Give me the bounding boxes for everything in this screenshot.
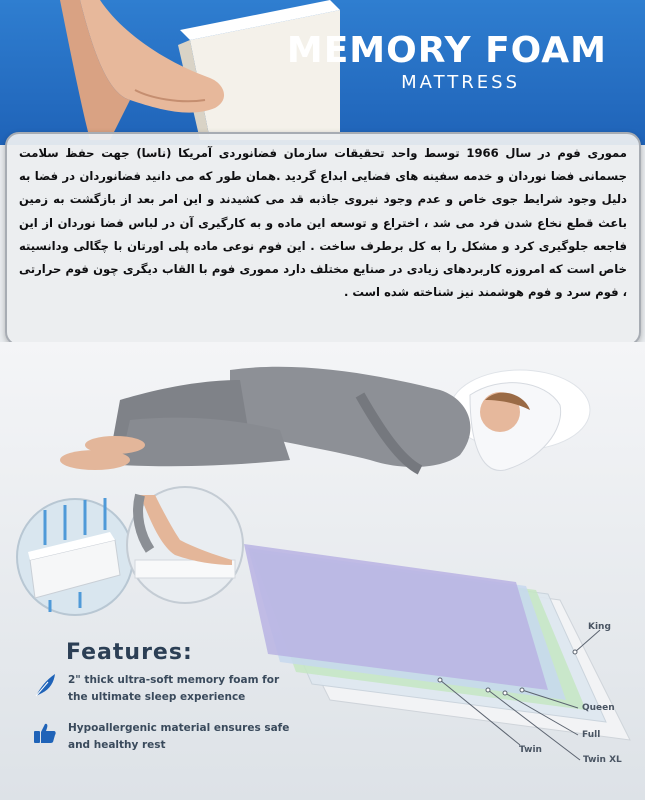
airflow-foam-closeup bbox=[17, 498, 133, 615]
brand-subtitle: MATTRESS bbox=[401, 72, 520, 93]
header-banner bbox=[0, 0, 645, 145]
thumbs-up-icon bbox=[32, 720, 58, 746]
feature-item bbox=[32, 672, 298, 706]
feature-text: Hypoallergenic material ensures safe and healthy rest bbox=[68, 722, 290, 751]
size-label-king: King bbox=[588, 622, 611, 632]
feature-item bbox=[32, 720, 298, 754]
feature-text: 2" thick ultra-soft memory foam for the ultimate sleep experience bbox=[68, 674, 280, 703]
hand-press-closeup bbox=[127, 487, 243, 603]
size-label-twin: Twin bbox=[519, 745, 542, 755]
feather-icon bbox=[32, 672, 58, 698]
size-label-full: Full bbox=[582, 730, 601, 740]
brand-title: MEMORY FOAM bbox=[286, 30, 607, 71]
description-text: مموری فوم در سال 1966 توسط واحد تحقیقات سازمان فضانوردی آمریکا (ناسا) جهت حفظ سلامت جسمانی فضا نوردان و خدمه سفینه های فضایی ابداع گردید .همان طور که می دانید فضانوردان در فضا به دلیل وجود شرایط جوی خاص و عدم وجود نیروی جاذبه قد می کشیدند و این امر بعد از بازگشت به زمین باعث قطع نخاع شدن فرد می شد ، اختراع و توسعه این ماده و به کارگیری آن در لباس فضا نوردان از این فاجعه جلوگیری کرد و مشکل را به کل برطرف ساخت . این فوم نوعی ماده پلی اورتان با چگالی ودانسیته خاص است که امروزه کاربردهای زیادی در صنایع مختلف دارد مموری فوم با القاب دیگری چون فوم حرارتی ، فوم سرد و فوم هوشمند نیز شناخته شده است . bbox=[19, 146, 627, 300]
size-label-twin-xl: Twin XL bbox=[583, 755, 622, 765]
description-panel bbox=[5, 132, 641, 346]
features-heading: Features: bbox=[66, 640, 193, 665]
size-label-queen: Queen bbox=[582, 703, 615, 713]
